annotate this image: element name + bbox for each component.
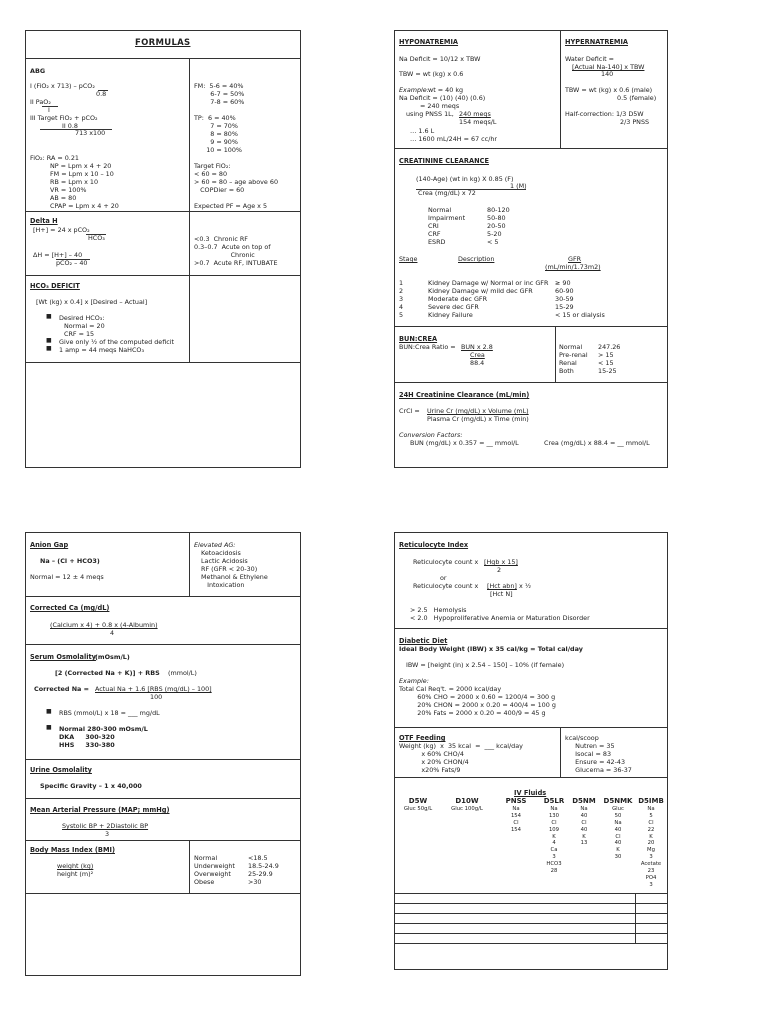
abg-formula-3-bottom: 713 x100 [75, 129, 106, 137]
anion-gap-heading: Anion Gap [30, 541, 69, 549]
retic-or: or [440, 574, 447, 582]
hypo-pnss: using PNSS 1L, [406, 110, 454, 118]
crcl-values: 80-120 50-80 20-50 5-20 < 5 [487, 206, 510, 246]
divider [25, 893, 301, 894]
iv-column-values: Na 40 Cl 40 K 13 [580, 806, 588, 847]
gfr-unit: (mL/min/1.73m2) [545, 263, 601, 271]
iv-column-values: Na 154 Cl 154 [510, 806, 522, 833]
crcl-formula-numerator: (140-Age) (wt in kg) X 0.85 (F) [416, 175, 514, 183]
iv-column-header: D5NM [572, 797, 596, 805]
map-heading: Mean Arterial Pressure (MAP; mmHg) [30, 806, 170, 814]
description-header: Description [458, 255, 495, 263]
abg-formula-1: I (FiO₂ x 713) – pCO₂ [30, 82, 95, 90]
abg-formula-2: II PaO₂ [30, 98, 51, 106]
serum-osmolality-formula: [2 (Corrected Na + K)] + RBS [55, 669, 160, 677]
ckd-gfr-values: ≥ 90 60-90 30-59 15-29 < 15 or dialysis [555, 279, 605, 319]
diabetic-diet-heading: Diabetic Diet [399, 637, 448, 645]
abg-formula-3-mid: II 0.8 [62, 122, 78, 130]
anion-gap-formula: Na – (Cl + HCO3) [40, 557, 100, 565]
divider [394, 382, 668, 383]
retic-formula-2: Reticulocyte count x [413, 582, 479, 590]
bun-crea-labels: Normal Pre-renal Renal Both [559, 343, 588, 375]
divider [394, 148, 668, 149]
bullet-icon: ■ [46, 313, 52, 320]
iv-column-values: Gluc 100g/L [451, 806, 483, 812]
hypo-example-label: Example: [399, 86, 429, 94]
hypo-example: wt = 40 kg [428, 86, 464, 94]
hypo-meqs: = 240 meqs [420, 102, 460, 110]
corrected-na-numerator: Actual Na + 1.6 [RBS (mg/dL) – 100] [95, 685, 212, 693]
delta-h-interpretation: <0.3 Chronic RF 0.3–0.7 Acute on top of Chronic >0.7 Acute RF, INTUBATE [194, 235, 278, 267]
bun-crea-denominator: Crea [470, 351, 485, 359]
retic-formula-1-denominator: 2 [497, 566, 502, 574]
hypo-volume: … 1.6 L [410, 127, 435, 135]
bun-conversion: BUN (mg/dL) x 0.357 = __ mmol/L [410, 439, 519, 447]
iv-column-values: Gluc 50 Na 40 Cl 40 K 30 [612, 806, 624, 861]
divider [25, 840, 301, 841]
hypo-tbw: TBW = wt (kg) x 0.6 [399, 70, 464, 78]
hco3-half-deficit: Give only ½ of the computed deficit [59, 338, 175, 346]
map-formula: Systolic BP + 2Diastolic BP [62, 822, 149, 830]
hyper-water-deficit-denominator: 140 [601, 70, 614, 78]
ckd-descriptions: Kidney Damage w/ Normal or inc GFR Kidney Damage w/ mild dec GFR Moderate dec GFR Severe dec GFR Kidney Failure [428, 279, 549, 319]
delta-h-formula-1: [H+] = 24 x pCO₂ [33, 226, 90, 234]
hyper-half-correction: Half-correction: 1/3 D5W [565, 110, 644, 118]
gfr-header: GFR [568, 255, 582, 263]
delta-h-formula-2-denominator: pCO₂ – 40 [56, 259, 88, 267]
serum-osmolality-heading: Serum Osmolality [30, 653, 96, 661]
hypo-pnss-denominator: 154 meqs/L [459, 118, 497, 126]
iv-column-header: D10W [455, 797, 479, 805]
otf-feeding-products: kcal/scoop Nutren = 35 Isocal = 83 Ensure = 42-43 Glucerna = 36-37 [565, 734, 632, 774]
fio2-title: FiO₂: RA = 0.21 [30, 154, 79, 162]
divider [394, 628, 668, 629]
iv-fluids-title: IV Fluids [514, 789, 547, 797]
bun-crea-factor: 88.4 [470, 359, 485, 367]
corrected-na-label: Corrected Na = [34, 685, 89, 693]
reticulocyte-index-heading: Reticulocyte Index [399, 541, 469, 549]
hypo-na-deficit-example: Na Deficit = (10) (40) (0.6) [399, 94, 486, 102]
divider [25, 596, 301, 597]
otf-feeding-heading: OTF Feeding [399, 734, 446, 742]
bmi-values: <18.5 18.5-24.9 25-29.9 >30 [248, 854, 279, 886]
bmi-categories: Normal Underweight Overweight Obese [194, 854, 235, 886]
iv-column-header: PNSS [505, 797, 527, 805]
bun-crea-ratio-label: BUN:Crea Ratio = [399, 343, 456, 351]
crcl-24h-label: CrCl = [399, 407, 420, 415]
divider [394, 727, 668, 728]
hypo-na-deficit: Na Deficit = 10/12 x TBW [399, 55, 481, 63]
elevated-ag-label: Elevated AG: [194, 541, 236, 549]
creatinine-clearance-heading: CREATININE CLEARANCE [399, 157, 489, 165]
hco3-amp: 1 amp = 44 meqs NaHCO₃ [59, 346, 145, 354]
divider [394, 326, 668, 327]
divider [555, 326, 556, 382]
lab-formulas-card [25, 532, 301, 976]
expected-pf: Expected PF = Age x 5 [194, 202, 268, 210]
anion-gap-normal: Normal = 12 ± 4 meqs [30, 573, 104, 581]
corrected-ca-heading: Corrected Ca (mg/dL) [30, 604, 110, 612]
map-denominator: 3 [105, 830, 110, 838]
crcl-24h-numerator: Urine Cr (mg/dL) x Volume (mL) [427, 407, 529, 415]
diet-example-lines: Total Cal Req't. = 2000 kcal/day 60% CHO = 2000 x 0.60 = 1200/4 = 300 g 20% CHON = 2000 x 0.20 = 400/4 = 100 g 20% Fats = 2000 x 0.20 = 400/9 = 45 g [399, 685, 556, 717]
urine-osmolality-formula: Specific Gravity – 1 x 40,000 [40, 782, 142, 790]
divider [25, 58, 301, 59]
formulas-title: FORMULAS [135, 38, 191, 48]
abg-formula-1-denominator: 0.8 [96, 90, 107, 98]
fm-values: FM: 5-6 = 40% 6-7 = 50% 7-8 = 60% [194, 82, 245, 106]
bmi-heading: Body Mass Index (BMI) [30, 846, 115, 854]
bun-crea-values: 247.26 > 15 < 15 15-25 [598, 343, 621, 375]
ibw-formula: IBW = [height (in) x 2.54 – 150] – 10% (if female) [406, 661, 565, 669]
iv-column-values: Na 5 Cl 22 K 20 Mg 3 Acetate 23 PO4 3 [640, 806, 662, 888]
crea-conversion: Crea (mg/dL) x 88.4 = __ mmol/L [544, 439, 650, 447]
corrected-na-denominator: 100 [150, 693, 163, 701]
creatinine-24h-heading: 24H Creatinine Clearance (mL/min) [399, 391, 530, 399]
otf-feeding-lines: Weight (kg) x 35 kcal = ___ kcal/day x 60% CHO/4 x 20% CHON/4 x20% Fats/9 [399, 742, 523, 774]
serum-osmolality-unit: (mOsm/L) [95, 653, 130, 661]
bullet-icon: ■ [46, 708, 52, 715]
tp-values: TP: 6 = 40% 7 = 70% 8 = 80% 9 = 90% 10 = 100% [194, 114, 243, 154]
hco3-deficit-formula: [Wt (kg) x 0.4] x [Desired – Actual] [36, 298, 148, 306]
retic-formula-1: Reticulocyte count x [413, 558, 479, 566]
iv-column-values: Gluc 50g/L [403, 806, 433, 812]
abg-heading: ABG [30, 67, 46, 75]
bun-crea-numerator: BUN x 2.8 [461, 343, 493, 351]
delta-h-heading: Delta H [30, 217, 58, 225]
hypo-pnss-numerator: 240 meqs [459, 110, 491, 118]
crcl-formula-denominator: Crea (mg/dL) x 72 [418, 189, 476, 197]
bullet-icon: ■ [46, 724, 52, 731]
bmi-denominator: height (m)² [57, 870, 94, 878]
osmolality-normal: Normal 280-300 mOsm/L [59, 725, 148, 733]
divider [560, 30, 561, 148]
hco3-deficit-heading: HCO₃ DEFICIT [30, 282, 80, 290]
blank-notes-table [394, 893, 668, 944]
hyper-water-deficit: Water Deficit = [565, 55, 614, 63]
divider [25, 362, 301, 363]
iv-column-header: D5W [408, 797, 428, 805]
retic-interpretation: > 2.5 Hemolysis < 2.0 Hypoproliferative Anemia or Maturation Disorder [410, 606, 590, 622]
urine-osmolality-heading: Urine Osmolality [30, 766, 92, 774]
iv-column-header: D5NMK [603, 797, 633, 805]
diet-example-label: Example: [399, 677, 429, 685]
fraction-bar [42, 106, 58, 107]
osmolality-dka-hhs: DKA 300-320 HHS 330-380 [59, 733, 115, 749]
divider [394, 777, 668, 778]
hyper-half-correction-pnss: 2/3 PNSS [620, 118, 650, 126]
conversion-factors-label: Conversion Factors: [399, 431, 463, 439]
bmi-numerator: weight (kg) [57, 862, 94, 870]
ckd-stages: 1 2 3 4 5 [399, 279, 404, 319]
bullet-icon: ■ [46, 337, 52, 344]
retic-formula-1-numerator: [Hgb x 15] [484, 558, 518, 566]
iv-column-header: D5LR [543, 797, 565, 805]
divider [25, 644, 301, 645]
divider [25, 798, 301, 799]
target-fio2: Target FiO₂: < 60 = 80 > 60 = 80 – age above 60 COPDier = 60 [194, 162, 279, 194]
diabetic-diet-formula: Ideal Body Weight (IBW) x 35 cal/kg = Total cal/day [399, 645, 583, 653]
divider [25, 759, 301, 760]
retic-formula-2-half: x ½ [519, 582, 532, 590]
divider [25, 211, 301, 212]
divider [189, 840, 190, 893]
elevated-ag-causes: Ketoacidosis Lactic Acidosis RF (GFR < 20-30) Methanol & Ethylene Intoxication [201, 549, 268, 589]
hyponatremia-heading: HYPONATREMIA [399, 38, 459, 46]
serum-osmolality-formula-unit: (mmol/L) [168, 669, 197, 677]
stage-header: Stage [399, 255, 418, 263]
corrected-ca-denominator: 4 [110, 629, 115, 637]
crcl-formula-factor: 1 (M) [510, 182, 527, 190]
crcl-24h-denominator: Plasma Cr (mg/dL) x Time (min) [427, 415, 529, 423]
bullet-icon: ■ [46, 345, 52, 352]
delta-h-formula-1-denominator: HCO₃ [88, 234, 105, 242]
divider [189, 58, 190, 362]
divider [25, 275, 301, 276]
corrected-ca-formula: (Calcium x 4) + 0.8 x (4-Albumin) [50, 621, 158, 629]
iv-column-values: Na 130 Cl 109 K 4 Ca 3 HCO3 28 [546, 806, 562, 874]
divider [560, 727, 561, 777]
hypo-rate: … 1600 mL/24H = 67 cc/hr [410, 135, 498, 143]
bun-crea-heading: BUN:CREA [399, 335, 438, 343]
crcl-levels: Normal Impairment CRI CRF ESRD [428, 206, 466, 246]
abg-formula-3: III Target FiO₂ + pCO₂ [30, 114, 98, 122]
hyper-water-deficit-numerator: [Actual Na-140] x TBW [572, 63, 645, 71]
abg-formula-2-denominator: I [48, 106, 50, 114]
hyper-tbw-male: TBW = wt (kg) x 0.6 (male) [565, 86, 653, 94]
divider [189, 532, 190, 596]
fio2-lines: NP = Lpm x 4 + 20 FM = Lpm x 10 – 10 RB = Lpm x 10 VR = 100% AB = 80 CPAP = Lpm x 4 + 20 [50, 162, 119, 210]
hyper-tbw-female: 0.5 (female) [617, 94, 657, 102]
delta-h-formula-2: ΔH = [H+] – 40 [33, 251, 83, 259]
rbs-conversion: RBS (mmol/L) x 18 = ___ mg/dL [59, 709, 160, 717]
hco3-desired-values: Normal = 20 CRF = 15 [64, 322, 105, 338]
retic-formula-2-denominator: [Hct N] [490, 590, 513, 598]
hypernatremia-heading: HYPERNATREMIA [565, 38, 629, 46]
hco3-desired: Desired HCO₃: [59, 314, 105, 322]
retic-formula-2-numerator: [Hct abn] [487, 582, 517, 590]
iv-column-header: D5IMB [638, 797, 664, 805]
